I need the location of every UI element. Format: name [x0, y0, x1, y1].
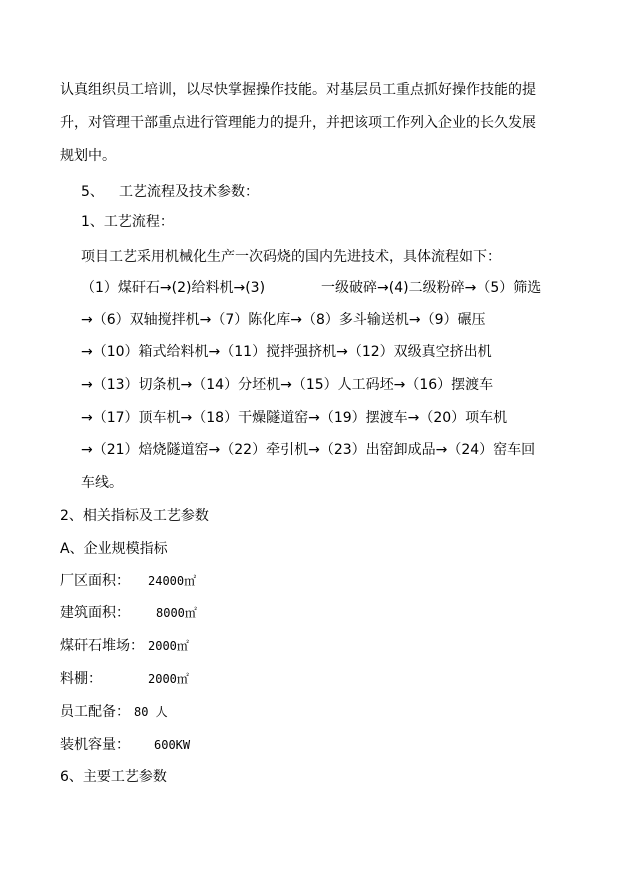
metric-label: 料棚：	[60, 671, 102, 687]
section-number: 5、	[81, 184, 104, 200]
section-6-heading: 6、主要工艺参数	[60, 769, 167, 785]
metric-label: 厂区面积：	[60, 573, 130, 589]
flow-line: 车线。	[81, 475, 123, 491]
flow-line	[81, 279, 541, 297]
flow-line-part: 一级破碎→(4)二级粉碎→（5）筛选	[321, 280, 542, 296]
paragraph-line: 认真组织员工培训，以尽快掌握操作技能。对基层员工重点抓好操作技能的提	[60, 82, 536, 98]
metric-value: 80 人	[134, 705, 168, 719]
subsection-2-heading: 2、相关指标及工艺参数	[60, 508, 209, 524]
flow-line: →（10）箱式给料机→（11）搅拌强挤机→（12）双级真空挤出机	[81, 344, 492, 360]
metric-label: 煤矸石堆场：	[60, 638, 144, 654]
subsection-a-heading: A、企业规模指标	[60, 541, 168, 557]
flow-line: →（6）双轴搅拌机→（7）陈化库→（8）多斗输送机→（9）碾压	[81, 312, 486, 328]
flow-line: →（13）切条机→（14）分坯机→（15）人工码坯→（16）摆渡车	[81, 377, 494, 393]
metric-gangue-yard	[60, 637, 189, 655]
paragraph-line: 升，对管理干部重点进行管理能力的提升，并把该项工作列入企业的长久发展	[60, 115, 536, 131]
metric-installed-capacity	[60, 736, 190, 754]
flow-line: →（21）焙烧隧道窑→（22）牵引机→（23）出窑卸成品→（24）窑车回	[81, 442, 536, 458]
paragraph-line: 规划中。	[60, 148, 116, 164]
metric-value: 2000㎡	[148, 639, 189, 653]
section-title: 工艺流程及技术参数：	[119, 184, 259, 200]
metric-value: 600KW	[154, 738, 191, 752]
subsection-1-heading: 1、工艺流程：	[81, 214, 174, 230]
metric-value: 2000㎡	[148, 672, 189, 686]
flow-intro: 项目工艺采用机械化生产一次码烧的国内先进技术，具体流程如下：	[81, 249, 501, 265]
metric-label: 装机容量：	[60, 737, 130, 753]
section-5-heading	[81, 183, 259, 201]
metric-value: 24000㎡	[148, 574, 197, 588]
metric-material-shed	[60, 670, 189, 688]
metric-staff	[60, 703, 168, 721]
flow-line: →（17）顶车机→（18）干燥隧道窑→（19）摆渡车→（20）项车机	[81, 410, 508, 426]
flow-line-part: （1）煤矸石→(2)给料机→(3)	[81, 280, 266, 296]
metric-label: 员工配备：	[60, 704, 130, 720]
metric-value: 8000㎡	[156, 606, 197, 620]
metric-plant-area	[60, 572, 196, 590]
metric-label: 建筑面积：	[60, 605, 130, 621]
metric-building-area	[60, 604, 197, 622]
